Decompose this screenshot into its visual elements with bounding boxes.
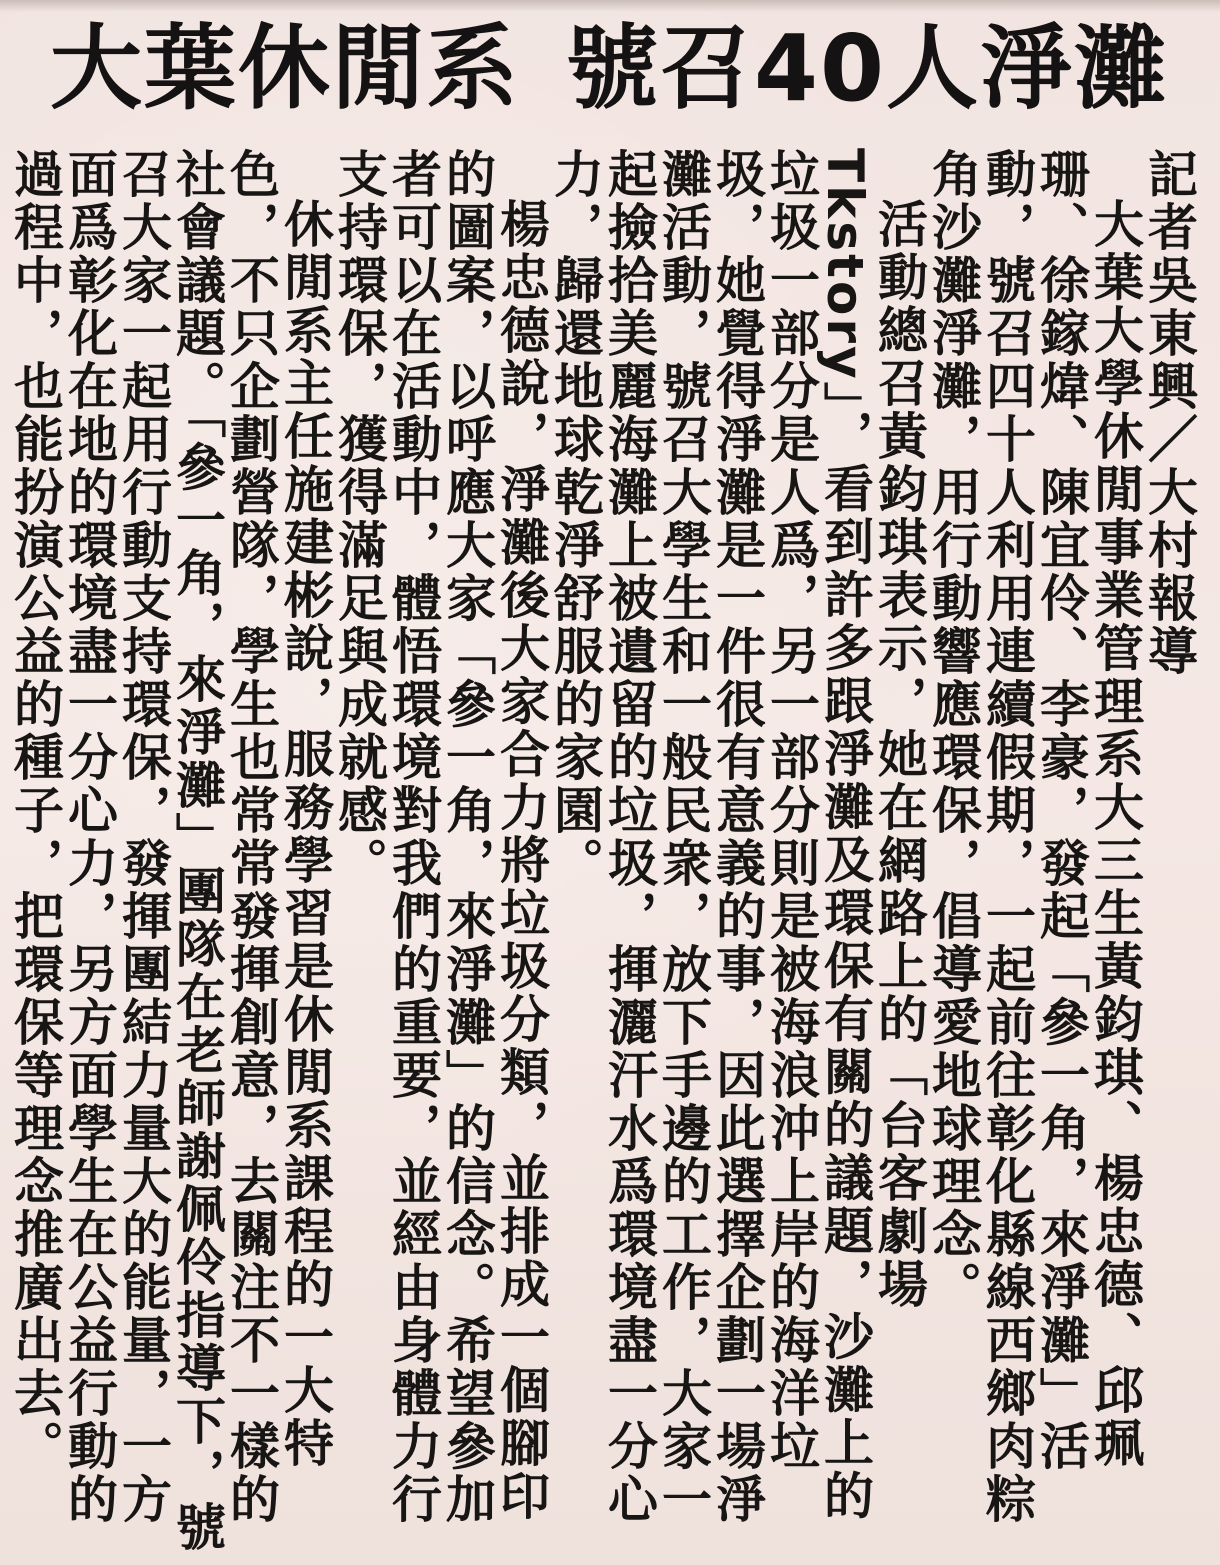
previous-article-edge bbox=[0, 0, 1220, 12]
paragraph-4: 休閒系主任施建彬說，服務學習是休閒系課程的一大特色，不只企劃營隊，學生也常常發揮創意，去關注不一樣的社會議題。「參一角，來淨灘」團隊在老師謝佩伶指導下，號召大家一起用行動支持環保，發揮團結力量大的能量，一方面爲彰化在地的環境盡一分心力，另方面學生在公益行動的過程中，也能扮演公益的種子，把環保等理念推廣出去。 bbox=[6, 148, 334, 1554]
headline-sub: 號召40人淨灘 bbox=[566, 15, 1169, 122]
byline: 記者吳東興／大村報導 bbox=[1140, 148, 1198, 678]
headline bbox=[50, 14, 1190, 124]
paragraph-1: 大葉大學休閒事業管理系大三生黃鈞琪、楊忠德、邱珮珊、徐鎵煒、陳宜伶、李豪，發起「參一角，來淨灘」活動，號召四十人利用連續假期，一起前往彰化縣線西鄉肉粽角沙灘淨灘，用行動響應環保，倡導愛地球理念。 bbox=[924, 148, 1144, 1526]
paragraph-3: 楊忠德說，淨灘後大家合力將垃圾分類，並排成一個腳印的圖案，以呼應大家「參一角，來淨灘」的信念。希望參加者可以在活動中，體悟環境對我們的重要，並經由身體力行支持環保，獲得滿足與成就感。 bbox=[330, 148, 550, 1526]
paragraph-2: 活動總召黃鈞琪表示，她在網路上的「台客劇場 Tkstory」，看到許多跟淨灘及環保有關的議題，沙灘上的垃圾一部分是人爲，另一部分則是被海浪沖上岸的海洋垃圾，她覺得淨灘是一件很有意義的事，因此選擇企劃一場淨灘活動，號召大學生和一般民衆，放下手邊的工作，大家一起撿拾美麗海灘上被遺留的垃圾，揮灑汗水爲環境盡一分心力，歸還地球乾淨舒服的家園。 bbox=[546, 148, 928, 1526]
article-body bbox=[6, 148, 1198, 1558]
headline-main: 大葉休閒系 bbox=[50, 15, 521, 122]
